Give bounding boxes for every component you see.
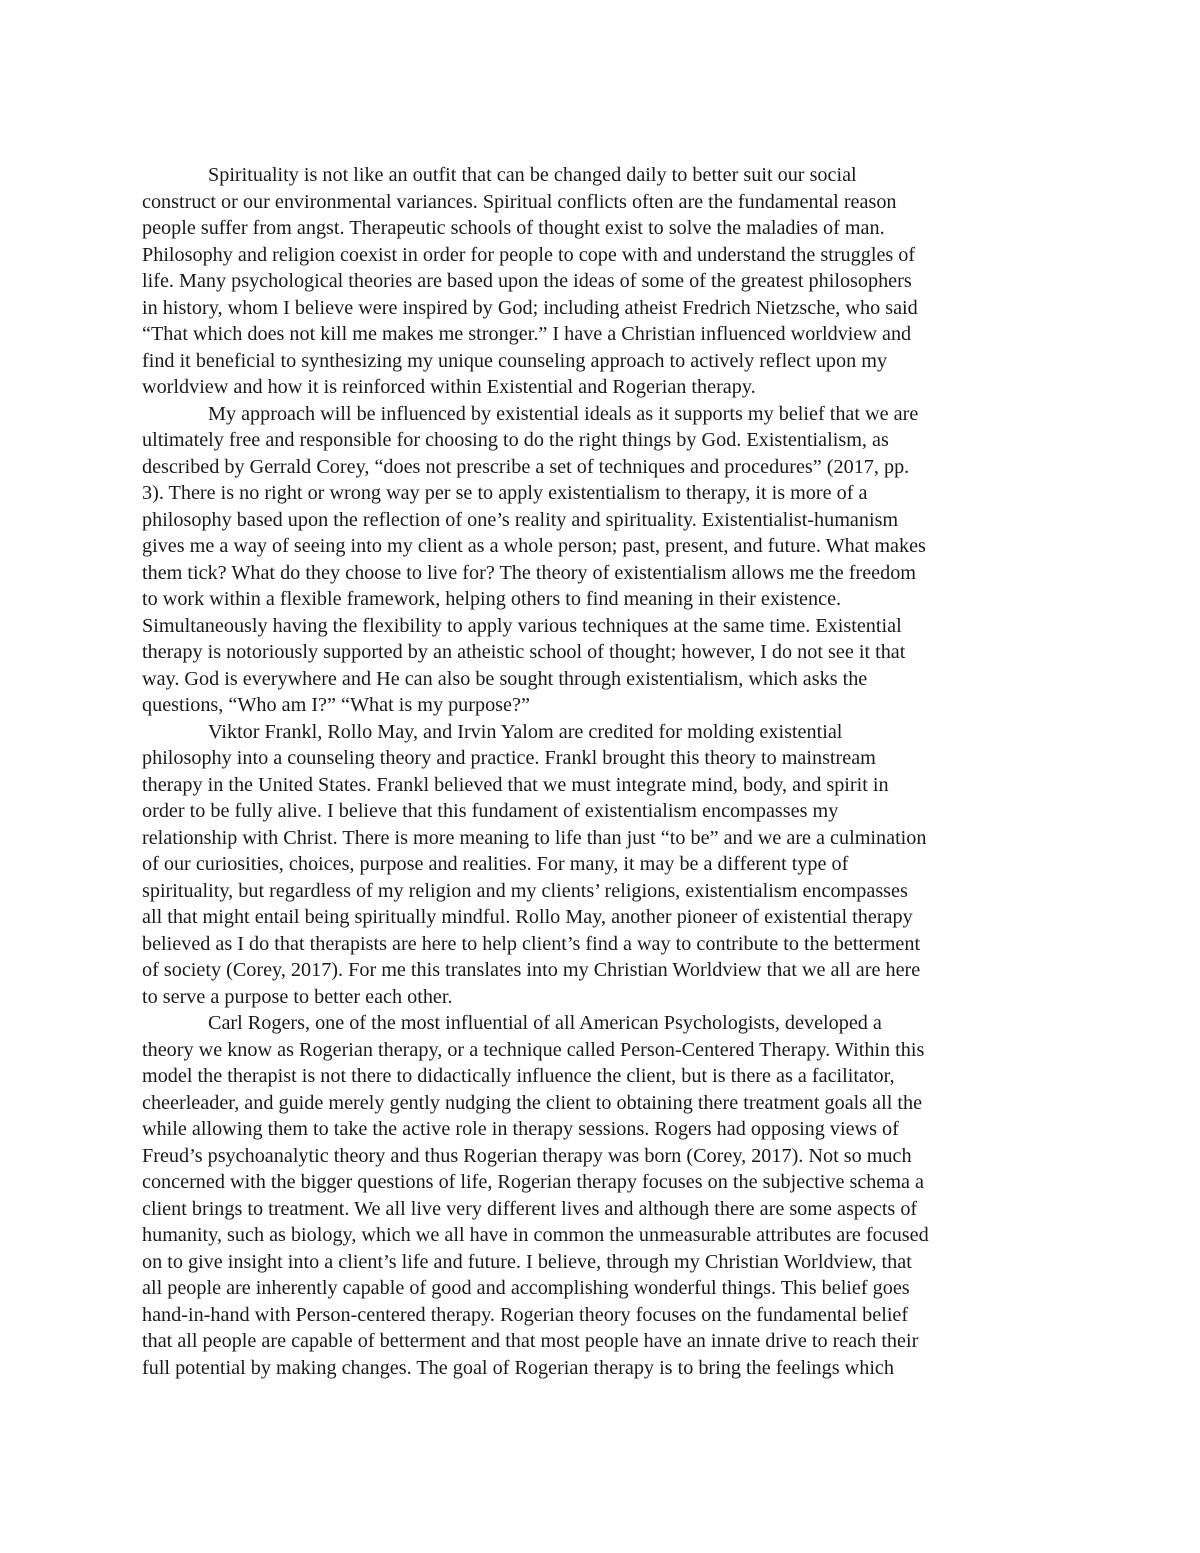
text-line: them tick? What do they choose to live for? The theory of existentialism allows me the freedom (142, 561, 917, 584)
body-text (142, 162, 1062, 1381)
text-line: model the therapist is not there to didactically influence the client, but is there as a facilitator, (142, 1065, 895, 1087)
text-line: concerned with the bigger questions of life, Rogerian therapy focuses on the subjective schema a (142, 1171, 925, 1193)
text-line: that all people are capable of betterment and that most people have an innate drive to reach their (142, 1330, 919, 1352)
text-line: humanity, such as biology, which we all have in common the unmeasurable attributes are focused (142, 1224, 929, 1246)
text-line: of society (Corey, 2017). For me this translates into my Christian Worldview that we all are here (142, 959, 921, 981)
text-line: ultimately free and responsible for choosing to do the right things by God. Existentialism, as (142, 429, 889, 451)
text-line: all people are inherently capable of good and accomplishing wonderful things. This belief goes (142, 1277, 910, 1299)
text-line: Viktor Frankl, Rollo May, and Irvin Yalom are credited for molding existential (208, 720, 843, 743)
text-line: hand-in-hand with Person-centered therapy. Rogerian theory focuses on the fundamental belief (142, 1303, 909, 1326)
paragraph-3 (142, 719, 1062, 1011)
text-line: described by Gerrald Corey, “does not prescribe a set of techniques and procedures” (2017, pp. (142, 455, 910, 478)
text-line: believed as I do that therapists are here to help client’s find a way to contribute to the betterment (142, 932, 921, 955)
text-line: spirituality, but regardless of my religion and my clients’ religions, existentialism encompasses (142, 879, 908, 902)
paragraph-2 (142, 401, 1062, 719)
text-line: order to be fully alive. I believe that this fundament of existentialism encompasses my (142, 800, 839, 822)
text-line: Spirituality is not like an outfit that can be changed daily to better suit our social (208, 164, 857, 186)
text-line: “That which does not kill me makes me stronger.” I have a Christian influenced worldview and (142, 323, 912, 345)
text-line: of our curiosities, choices, purpose and realities. For many, it may be a different type of (142, 853, 849, 875)
text-line: philosophy into a counseling theory and practice. Frankl brought this theory to mainstream (142, 747, 876, 769)
text-line: all that might entail being spiritually mindful. Rollo May, another pioneer of existential therapy (142, 906, 913, 928)
text-line: full potential by making changes. The goal of Rogerian therapy is to bring the feelings which (142, 1356, 894, 1379)
text-line: Carl Rogers, one of the most influential of all American Psychologists, developed a (208, 1012, 882, 1034)
text-line: gives me a way of seeing into my client as a whole person; past, present, and future. What makes (142, 535, 926, 557)
text-line: construct or our environmental variances. Spiritual conflicts often are the fundamental reason (142, 190, 897, 213)
text-line: therapy in the United States. Frankl believed that we must integrate mind, body, and spirit in (142, 773, 889, 796)
text-line: client brings to treatment. We all live very different lives and although there are some aspects of (142, 1197, 918, 1220)
text-line: cheerleader, and guide merely gently nudging the client to obtaining there treatment goals all the (142, 1091, 923, 1114)
text-line: My approach will be influenced by existential ideals as it supports my belief that we are (208, 402, 919, 425)
text-line: 3). There is no right or wrong way per se to apply existentialism to therapy, it is more of a (142, 482, 868, 504)
text-line: find it beneficial to synthesizing my unique counseling approach to actively reflect upon my (142, 349, 888, 372)
text-line: while allowing them to take the active role in therapy sessions. Rogers had opposing views of (142, 1118, 899, 1140)
text-line: on to give insight into a client’s life and future. I believe, through my Christian Worldview, that (142, 1250, 912, 1273)
text-line: questions, “Who am I?” “What is my purpose?” (142, 694, 530, 716)
paragraph-1 (142, 162, 1062, 401)
text-line: theory we know as Rogerian therapy, or a technique called Person-Centered Therapy. Within this (142, 1038, 925, 1061)
text-line: to work within a flexible framework, helping others to find meaning in their existence. (142, 588, 842, 610)
text-line: relationship with Christ. There is more meaning to life than just “to be” and we are a culmination (142, 826, 927, 849)
text-line: Freud’s psychoanalytic theory and thus Rogerian therapy was born (Corey, 2017). Not so much (142, 1144, 912, 1167)
text-line: therapy is notoriously supported by an atheistic school of thought; however, I do not see it that (142, 641, 906, 663)
text-line: philosophy based upon the reflection of one’s reality and spirituality. Existentialist-humanism (142, 508, 899, 531)
text-line: life. Many psychological theories are based upon the ideas of some of the greatest philosophers (142, 270, 912, 292)
text-line: in history, whom I believe were inspired by God; including atheist Fredrich Nietzsche, who said (142, 296, 918, 319)
text-line: to serve a purpose to better each other. (142, 985, 453, 1008)
paragraph-4 (142, 1010, 1062, 1381)
text-line: people suffer from angst. Therapeutic schools of thought exist to solve the maladies of man. (142, 217, 885, 239)
text-line: way. God is everywhere and He can also be sought through existentialism, which asks the (142, 667, 868, 690)
text-line: Simultaneously having the flexibility to apply various techniques at the same time. Existential (142, 614, 902, 637)
text-line: Philosophy and religion coexist in order for people to cope with and understand the struggles of (142, 243, 916, 266)
text-line: worldview and how it is reinforced within Existential and Rogerian therapy. (142, 376, 756, 398)
